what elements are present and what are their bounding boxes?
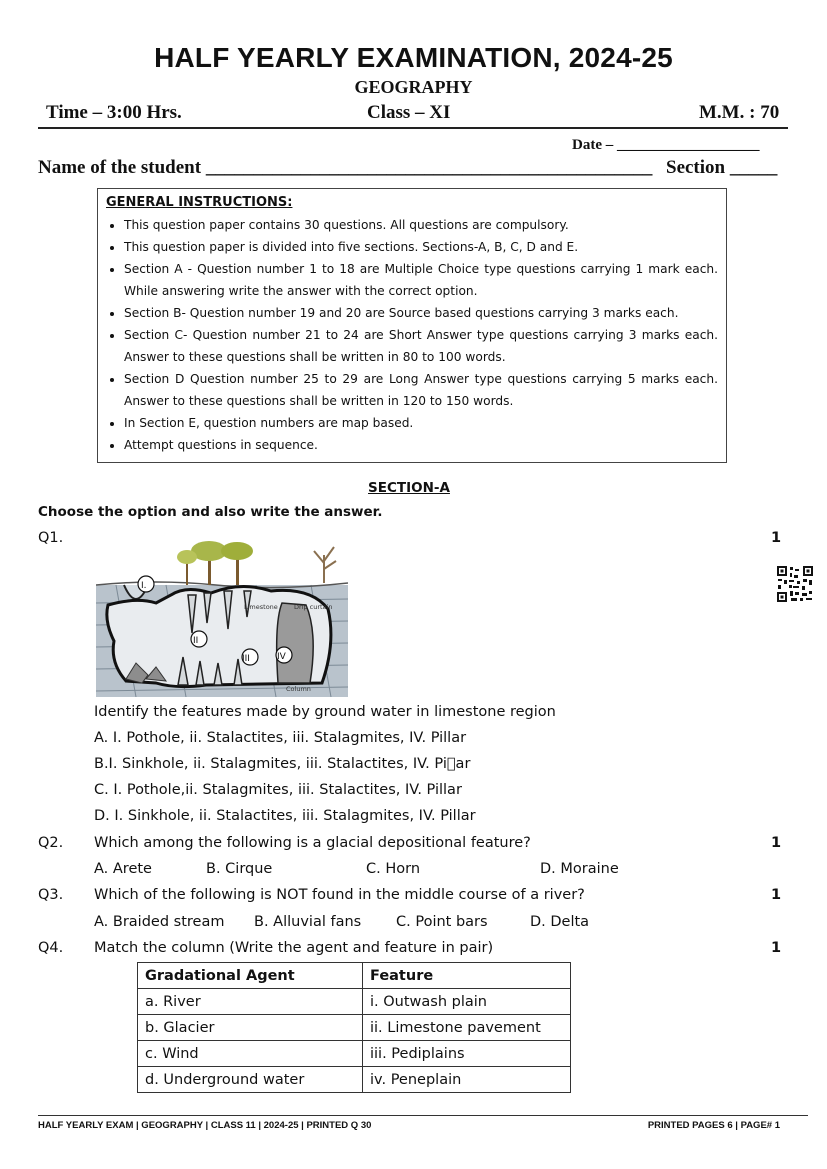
option: A. Arete xyxy=(94,861,152,877)
student-name-line: Name of the student _______________________________________________ xyxy=(38,157,653,178)
question-text: Match the column (Write the agent and feature in pair) xyxy=(94,940,494,956)
instruction-item: • This question paper is divided into five sections. Sections-A, B, C, D and E. xyxy=(124,236,718,258)
instruction-item: • In Section E, question numbers are map based. xyxy=(124,412,718,434)
question-number: Q4. xyxy=(38,940,64,956)
question-number: Q1. xyxy=(38,530,64,546)
table-cell: a. River xyxy=(138,989,363,1015)
column-header: Feature xyxy=(363,963,571,989)
bare-tree-icon xyxy=(314,547,336,583)
option: D. Delta xyxy=(530,914,590,930)
time-label: Time – 3:00 Hrs. xyxy=(46,102,182,123)
option: C. Horn xyxy=(366,861,421,877)
section-a-title: SECTION-A xyxy=(368,480,450,496)
subject-title: GEOGRAPHY xyxy=(354,77,473,97)
section-line: Section _____ xyxy=(666,157,778,178)
question-marks: 1 xyxy=(771,530,782,546)
diagram-text-label: Limestone xyxy=(244,603,278,611)
table-row xyxy=(138,1041,571,1067)
option: B. Cirque xyxy=(206,861,273,877)
option: D. Moraine xyxy=(540,861,619,877)
footer-right: PRINTED PAGES 6 | PAGE# 1 xyxy=(647,1120,780,1131)
max-marks-label: M.M. : 70 xyxy=(699,102,780,123)
match-table xyxy=(137,962,571,1093)
question-number: Q2. xyxy=(38,835,64,851)
table-cell: b. Glacier xyxy=(138,1015,363,1041)
option: B. Alluvial fans xyxy=(254,914,362,930)
question-marks: 1 xyxy=(771,887,782,903)
table-cell: c. Wind xyxy=(138,1041,363,1067)
option: C. I. Pothole,ii. Stalagmites, iii. Stalactites, IV. Pillar xyxy=(94,782,462,798)
instruction-item: • Attempt questions in sequence. xyxy=(124,434,718,456)
instruction-item: • This question paper contains 30 questions. All questions are compulsory. xyxy=(124,214,718,236)
question-marks: 1 xyxy=(771,940,782,956)
instruction-item: • Section A - Question number 1 to 18 are Multiple Choice type questions carrying 1 mark each. While answering write the answer with the correct option. xyxy=(124,258,718,302)
table-cell: d. Underground water xyxy=(138,1067,363,1093)
question-text: Which of the following is NOT found in the middle course of a river? xyxy=(94,887,585,903)
instructions-heading: GENERAL INSTRUCTIONS: xyxy=(106,195,293,210)
diagram-label: II xyxy=(193,636,199,646)
question-marks: 1 xyxy=(771,835,782,851)
qr-code-icon xyxy=(776,565,814,603)
diagram-text-label: Column xyxy=(286,685,311,693)
tree-icon xyxy=(177,541,253,585)
table-cell: iv. Peneplain xyxy=(363,1067,571,1093)
class-label: Class – XI xyxy=(367,102,451,123)
table-cell: i. Outwash plain xyxy=(363,989,571,1015)
general-instructions xyxy=(97,188,727,463)
diagram-label: III xyxy=(242,654,250,664)
footer-rule xyxy=(38,1115,808,1116)
table-cell: ii. Limestone pavement xyxy=(363,1015,571,1041)
column-header: Gradational Agent xyxy=(138,963,363,989)
question-text: Identify the features made by ground water in limestone region xyxy=(94,704,556,720)
diagram-label: IV xyxy=(277,652,286,662)
table-row xyxy=(138,989,571,1015)
limestone-cave-diagram xyxy=(96,533,348,697)
question-text: Which among the following is a glacial depositional feature? xyxy=(94,835,531,851)
section-a-directive: Choose the option and also write the answer. xyxy=(38,504,383,520)
table-row xyxy=(138,1067,571,1093)
option: A. I. Pothole, ii. Stalactites, iii. Stalagmites, IV. Pillar xyxy=(94,730,467,746)
instruction-item: • Section D Question number 25 to 29 are Long Answer type questions carrying 5 marks each. Answer to these questions shall be written in 120 to 150 words. xyxy=(124,368,718,412)
diagram-text-label: Drip curtain xyxy=(294,603,333,611)
option: C. Point bars xyxy=(396,914,488,930)
question-number: Q3. xyxy=(38,887,64,903)
header-rule xyxy=(38,127,788,129)
footer-left: HALF YEARLY EXAM | GEOGRAPHY | CLASS 11 | 2024-25 | PRINTED Q 30 xyxy=(38,1120,372,1131)
instruction-item: • Section B- Question number 19 and 20 are Source based questions carrying 3 marks each. xyxy=(124,302,718,324)
table-header-row xyxy=(138,963,571,989)
option: A. Braided stream xyxy=(94,914,225,930)
option: D. I. Sinkhole, ii. Stalactites, iii. Stalagmites, IV. Pillar xyxy=(94,808,476,824)
instructions-list xyxy=(106,214,718,456)
diagram-label: I. xyxy=(141,581,147,591)
table-cell: iii. Pediplains xyxy=(363,1041,571,1067)
instruction-item: • Section C- Question number 21 to 24 are Short Answer type questions carrying 3 marks each. Answer to these questions shall be written in 80 to 100 words. xyxy=(124,324,718,368)
exam-title: HALF YEARLY EXAMINATION, 2024-25 xyxy=(154,42,673,73)
date-line: Date – ___________________ xyxy=(572,137,760,153)
table-row xyxy=(138,1015,571,1041)
option: B.I. Sinkhole, ii. Stalagmites, iii. Stalactites, IV. Pi ar xyxy=(94,756,471,772)
